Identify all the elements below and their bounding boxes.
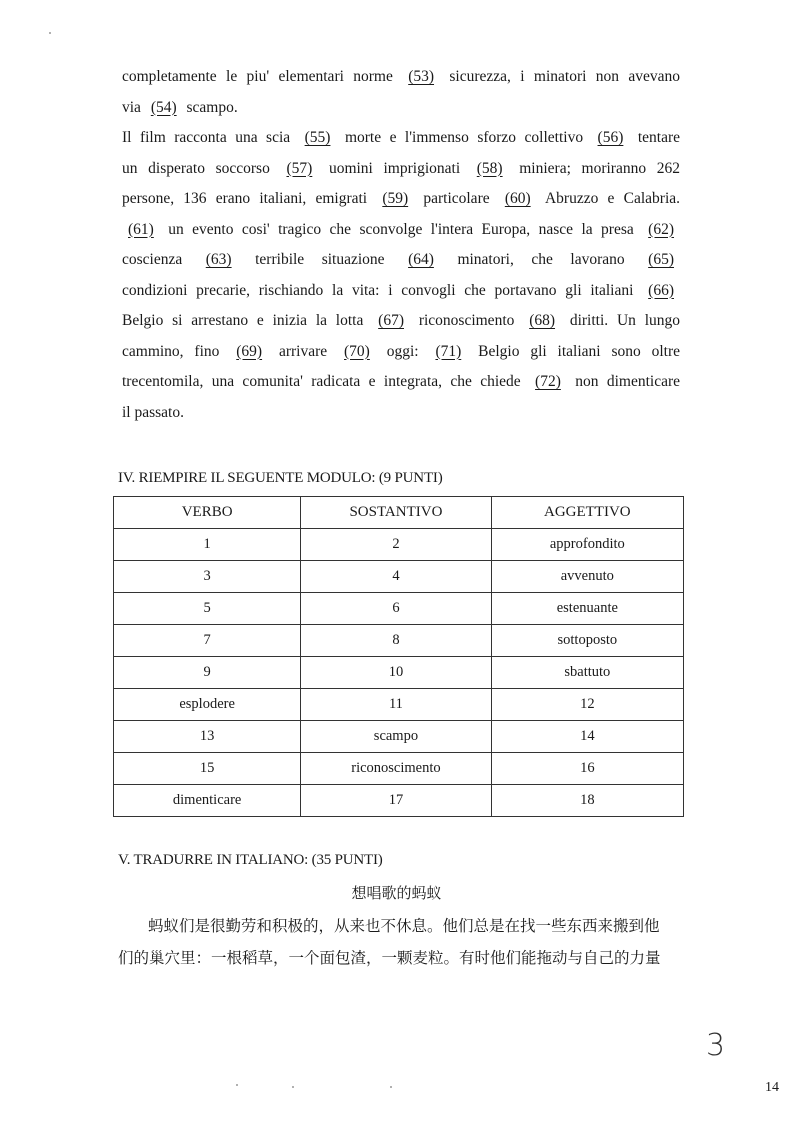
passage-text: riconoscimento — [418, 312, 524, 329]
answer-cell[interactable]: 11 — [301, 689, 491, 721]
chinese-line: 蚂蚁们是很勤劳和积极的，从来也不休息。他们总是在找一些东西来搬到他 — [148, 917, 660, 935]
blank-54[interactable]: (54) — [150, 98, 177, 116]
passage-line — [122, 245, 680, 276]
answer-cell[interactable]: 18 — [491, 785, 683, 817]
answer-cell[interactable]: 4 — [301, 561, 491, 593]
header-verbo: VERBO — [114, 497, 301, 529]
table-row — [114, 753, 684, 785]
answer-cell[interactable]: 3 — [114, 561, 301, 593]
table-row — [114, 529, 684, 561]
answer-cell[interactable]: 6 — [301, 593, 491, 625]
answer-cell[interactable]: 13 — [114, 721, 301, 753]
passage-line — [122, 62, 680, 93]
passage-text: sicurezza, i minatori non avevano — [449, 68, 681, 85]
chinese-passage — [118, 910, 684, 974]
blank-57[interactable]: (57) — [286, 159, 313, 177]
given-word-cell: dimenticare — [114, 785, 301, 817]
given-word-cell: estenuante — [491, 593, 683, 625]
given-word-cell: avvenuto — [491, 561, 683, 593]
answer-cell[interactable]: 5 — [114, 593, 301, 625]
passage-text: condizioni precarie, rischiando la vita: i convogli che portavano gli italiani — [122, 281, 643, 299]
chinese-passage-title: 想唱歌的蚂蚁 — [351, 884, 442, 902]
passage-line — [122, 367, 680, 398]
passage-text: cammino, fino — [122, 342, 231, 360]
answer-cell[interactable]: 10 — [301, 657, 491, 689]
passage-line — [122, 123, 680, 154]
table-row — [114, 561, 684, 593]
passage-text: tentare — [637, 129, 681, 146]
word-form-table — [113, 496, 684, 817]
passage-line — [122, 276, 680, 307]
passage-line — [122, 215, 680, 246]
scan-speck — [236, 1084, 238, 1086]
passage-text: particolare — [423, 190, 499, 207]
passage-text: via — [122, 98, 145, 116]
passage-line — [122, 93, 680, 124]
header-aggettivo: AGGETTIVO — [491, 497, 683, 529]
answer-cell[interactable]: 16 — [491, 753, 683, 785]
handwritten-page-mark: 3 — [706, 1028, 726, 1063]
scan-speck — [292, 1086, 294, 1088]
blank-55[interactable]: (55) — [304, 129, 331, 146]
passage-text: terribile situazione — [255, 251, 403, 268]
blank-63[interactable]: (63) — [205, 251, 232, 268]
passage-text: Abruzzo e Calabria. — [544, 190, 681, 207]
blank-59[interactable]: (59) — [382, 190, 409, 207]
passage-text: oggi: — [386, 342, 430, 360]
table-row — [114, 657, 684, 689]
answer-cell[interactable]: 9 — [114, 657, 301, 689]
answer-cell[interactable]: 14 — [491, 721, 683, 753]
passage-text: un disperato soccorso — [122, 159, 281, 177]
blank-69[interactable]: (69) — [236, 342, 263, 360]
table-row — [114, 785, 684, 817]
passage-text: diritti. Un lungo — [569, 312, 681, 329]
given-word-cell: riconoscimento — [301, 753, 491, 785]
table-row — [114, 689, 684, 721]
passage-line — [122, 337, 680, 368]
section-4-title: IV. RIEMPIRE IL SEGUENTE MODULO: (9 PUNTI) — [118, 470, 443, 486]
passage-text: Belgio gli italiani sono oltre — [478, 342, 681, 360]
passage-text: coscienza — [122, 251, 200, 268]
answer-cell[interactable]: 7 — [114, 625, 301, 657]
passage-line — [122, 398, 680, 429]
blank-60[interactable]: (60) — [504, 190, 531, 207]
blank-71[interactable]: (71) — [435, 342, 462, 360]
passage-text: scampo. — [186, 98, 238, 116]
given-word-cell: sbattuto — [491, 657, 683, 689]
passage-text: arrivare — [278, 342, 338, 360]
passage-text: trecentomila, una comunita' radicata e integrata, che chiede — [122, 373, 530, 390]
given-word-cell: approfondito — [491, 529, 683, 561]
passage-line — [122, 306, 680, 337]
passage-text: miniera; moriranno 262 — [519, 159, 680, 177]
answer-cell[interactable]: 2 — [301, 529, 491, 561]
answer-cell[interactable]: 8 — [301, 625, 491, 657]
blank-70[interactable]: (70) — [344, 342, 370, 360]
scan-speck — [49, 32, 51, 34]
passage-text: morte e l'immenso sforzo collettivo — [344, 129, 592, 146]
passage-text: non dimenticare — [575, 373, 680, 390]
cloze-passage — [122, 62, 680, 428]
table-row — [114, 625, 684, 657]
passage-text: minatori, che lavorano — [457, 251, 643, 268]
blank-64[interactable]: (64) — [408, 251, 434, 268]
blank-66[interactable]: (66) — [648, 281, 674, 299]
passage-text: Belgio si arrestano e inizia la lotta — [122, 312, 373, 329]
blank-53[interactable]: (53) — [408, 68, 435, 85]
blank-61[interactable]: (61) — [128, 220, 154, 238]
answer-cell[interactable]: 12 — [491, 689, 683, 721]
blank-68[interactable]: (68) — [529, 312, 556, 329]
answer-cell[interactable]: 1 — [114, 529, 301, 561]
section-5-title: V. TRADURRE IN ITALIANO: (35 PUNTI) — [118, 852, 383, 868]
blank-58[interactable]: (58) — [476, 159, 503, 177]
blank-67[interactable]: (67) — [378, 312, 404, 329]
blank-65[interactable]: (65) — [648, 251, 674, 268]
passage-text: il passato. — [122, 403, 184, 421]
blank-62[interactable]: (62) — [648, 220, 674, 238]
passage-text: uomini imprigionati — [328, 159, 471, 177]
passage-text: persone, 136 erano italiani, emigrati — [122, 190, 377, 207]
passage-text: completamente le piu' elementari norme — [122, 68, 403, 85]
header-sostantivo: SOSTANTIVO — [301, 497, 491, 529]
chinese-line: 们的巢穴里：一根稻草，一个面包渣，一颗麦粒。有时他们能拖动与自己的力量 — [118, 949, 661, 967]
page-number: 14 — [765, 1080, 779, 1095]
answer-cell[interactable]: 17 — [301, 785, 491, 817]
table-row — [114, 721, 684, 753]
scan-speck — [390, 1086, 392, 1088]
passage-text: un evento cosi' tragico che sconvolge l'intera Europa, nasce la presa — [168, 220, 643, 238]
answer-cell[interactable]: 15 — [114, 753, 301, 785]
passage-line — [122, 154, 680, 185]
passage-text: Il film racconta una scia — [122, 129, 299, 146]
passage-line — [122, 184, 680, 215]
blank-56[interactable]: (56) — [597, 129, 624, 146]
blank-72[interactable]: (72) — [535, 373, 561, 390]
given-word-cell: esplodere — [114, 689, 301, 721]
table-header-row — [114, 497, 684, 529]
given-word-cell: scampo — [301, 721, 491, 753]
given-word-cell: sottoposto — [491, 625, 683, 657]
table-row — [114, 593, 684, 625]
